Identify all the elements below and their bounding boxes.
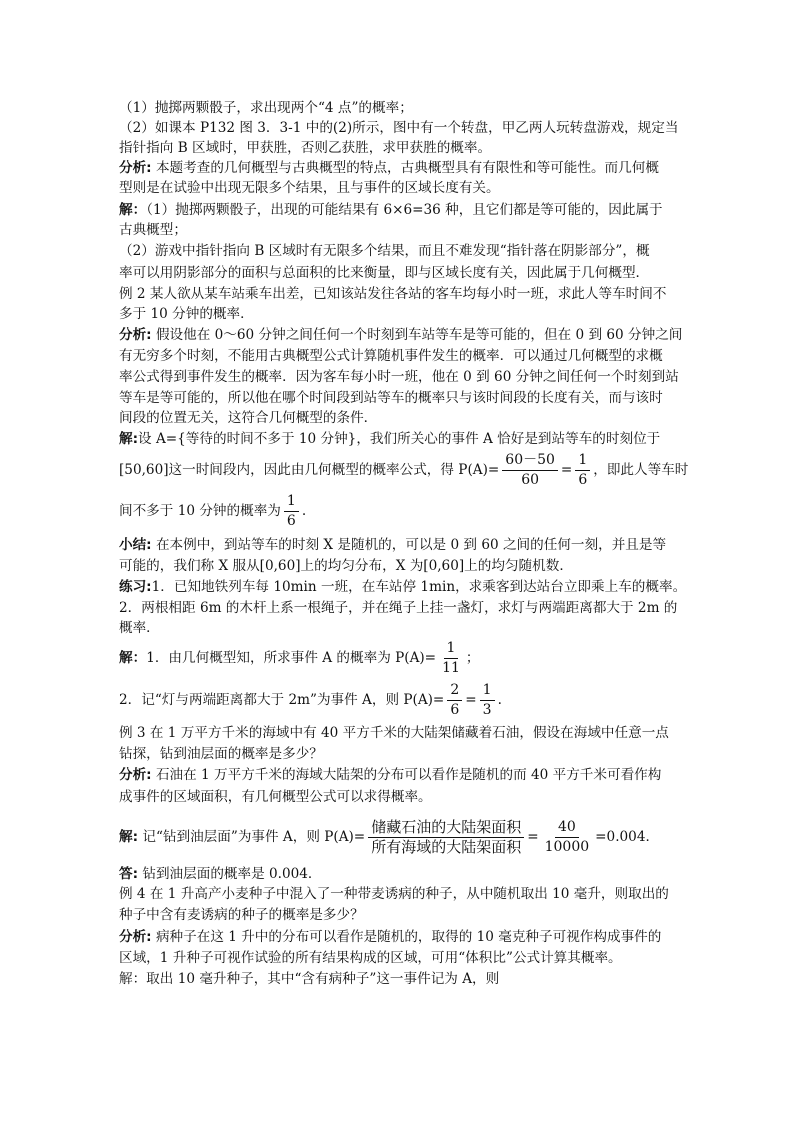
text-line: 率公式得到事件发生的概率．因为客车每小时一班，他在 0 到 60 分钟之间任何一个时刻到站 xyxy=(119,369,679,385)
text-line: 型则是在试验中出现无限多个结果，且与事件的区域长度有关。 xyxy=(119,180,500,196)
fraction: $\frac{1}{6}$ xyxy=(284,493,299,530)
analysis-label: 分析: xyxy=(119,767,152,783)
formula-line: 解：1．由几何概型知，所求事件 A 的概率为 P(A)= $\frac{1}{11}$ ； xyxy=(119,640,480,676)
text-line: 解：取出 10 毫升种子，其中“含有病种子”这一事件记为 A，则 xyxy=(119,971,500,987)
fraction: $\frac{1}{11}$ xyxy=(442,640,460,676)
analysis-line: 分析: 本题考查的几何概型与古典概型的特点，古典概型具有有限性和等可能性。而几何概 xyxy=(119,160,659,176)
text-line: 指针指向 B 区域时，甲获胜，否则乙获胜，求甲获胜的概率。 xyxy=(119,140,492,156)
example-line: 例 3 在 1 万平方千米的海域中有 40 平方千米的大陆架储藏着石油，假设在海域中任意一点 xyxy=(119,725,669,741)
solution-line: 解:设 A={等待的时间不多于 10 分钟}，我们所关心的事件 A 恰好是到站等车的时刻位于 xyxy=(119,431,661,447)
formula-line: 2．记“灯与两端距离都大于 2m”为事件 A，则 P(A)= $\frac{2}{6}$ = $\frac{1}{3}$ . xyxy=(119,682,502,718)
text-line: （2）如课本 P132 图 3．3-1 中的(2)所示，图中有一个转盘，甲乙两人玩转盘游戏，规定当 xyxy=(119,120,679,136)
text-line: 有无穷多个时刻，不能用古典概型公式计算随机事件发生的概率．可以通过几何概型的求概 xyxy=(119,348,663,364)
solution-label: 解: xyxy=(119,431,139,447)
text-line: （1）抛掷两颗骰子，求出现两个“4 点”的概率； xyxy=(119,100,413,116)
answer-label: 答: xyxy=(119,866,139,882)
exercise-line: 练习:1．已知地铁列车每 10min 一班，在车站停 1min，求乘客到达站台立即乘上车的概率。 xyxy=(119,579,687,595)
formula-line: [50,60]这一时间段内，因此由几何概型的概率公式，得 P(A)= $\frac{60-50}{60}$ = $\frac{1}{6}$ ，即此人等车时 xyxy=(119,452,689,488)
summary-label: 小结: xyxy=(119,537,152,553)
text-line: 等车是等可能的，所以他在哪个时间段到站等车的概率只与该时间段的长度有关，而与该时 xyxy=(119,390,663,406)
fraction: $\frac{\text{储藏石油的大陆架面积}}{\text{所有海域的大陆架面积}}$ xyxy=(368,819,524,856)
text-line: 古典概型； xyxy=(119,222,187,238)
fraction: $\frac{1}{3}$ xyxy=(480,682,495,719)
analysis-label: 分析: xyxy=(119,160,152,176)
fraction: $\frac{2}{6}$ xyxy=(447,682,462,719)
exercise-label: 练习: xyxy=(119,579,152,595)
formula-line: 解: 记“钻到油层面”为事件 A，则 P(A)= $\frac{\text{储藏石油的大陆架面积}}{\text{所有海域的大陆架面积}}$ = $\frac{40}{10000}$ =0.004． xyxy=(119,818,660,856)
example-line: 例 4 在 1 升高产小麦种子中混入了一种带麦诱病的种子，从中随机取出 10 毫升，则取出的 xyxy=(119,886,669,902)
solution-label: 解： xyxy=(119,650,147,666)
formula-line: 间不多于 10 分钟的概率为 $\frac{1}{6}$ . xyxy=(119,493,307,529)
text-line: 间段的位置无关，这符合几何概型的条件． xyxy=(119,410,378,426)
text-line: 区域，1 升种子可视作试验的所有结果构成的区域，可用“体积比”公式计算其概率。 xyxy=(119,950,622,966)
fraction: $\frac{1}{6}$ xyxy=(575,452,590,489)
fraction: $\frac{40}{10000}$ xyxy=(544,819,590,855)
text-line: 钻探，钻到油层面的概率是多少？ xyxy=(119,746,323,762)
fraction: $\frac{60-50}{60}$ xyxy=(502,452,558,489)
solution-label: 解: xyxy=(119,829,139,845)
text-line: 可能的，我们称 X 服从[0,60]上的均匀分布，X 为[0,60]上的均匀随机数． xyxy=(119,558,573,574)
text-line: 概率． xyxy=(119,620,160,636)
solution-line: 解：（1）抛掷两颗骰子，出现的可能结果有 6×6=36 种，且它们都是等可能的，因此属于 xyxy=(119,202,663,218)
text-line: （2）游戏中指针指向 B 区域时有无限多个结果，而且不难发现“指针落在阴影部分”，概 xyxy=(119,243,650,259)
analysis-label: 分析: xyxy=(119,327,152,343)
text-line: 种子中含有麦诱病的种子的概率是多少？ xyxy=(119,907,364,923)
analysis-line: 分析: 石油在 1 万平方千米的海域大陆架的分布可以看作是随机的而 40 平方千米可看作构 xyxy=(119,767,662,783)
solution-label: 解： xyxy=(119,202,147,218)
example-line: 例 2 某人欲从某车站乘车出差，已知该站发往各站的客车均每小时一班，求此人等车时间不 xyxy=(119,286,667,302)
answer-line: 答: 钻到油层面的概率是 0.004． xyxy=(119,866,322,882)
summary-line: 小结: 在本例中，到站等车的时刻 X 是随机的，可以是 0 到 60 之间的任何一刻，并且是等 xyxy=(119,537,667,553)
analysis-line: 分析: 病种子在这 1 升中的分布可以看作是随机的，取得的 10 毫克种子可视作构成事件的 xyxy=(119,929,662,945)
analysis-line: 分析: 假设他在 0～60 分钟之间任何一个时刻到车站等车是等可能的，但在 0 到 60 分钟之间 xyxy=(119,327,683,343)
text-line: 率可以用阴影部分的面积与总面积的比来衡量，即与区域长度有关，因此属于几何概型． xyxy=(119,265,650,281)
text-line: 多于 10 分钟的概率． xyxy=(119,306,254,322)
analysis-label: 分析: xyxy=(119,929,152,945)
text-line: 2．两根相距 6m 的木杆上系一根绳子，并在绳子上挂一盏灯，求灯与两端距离都大于 2m 的 xyxy=(119,600,678,616)
text-line: 成事件的区域面积，有几何概型公式可以求得概率。 xyxy=(119,789,432,805)
